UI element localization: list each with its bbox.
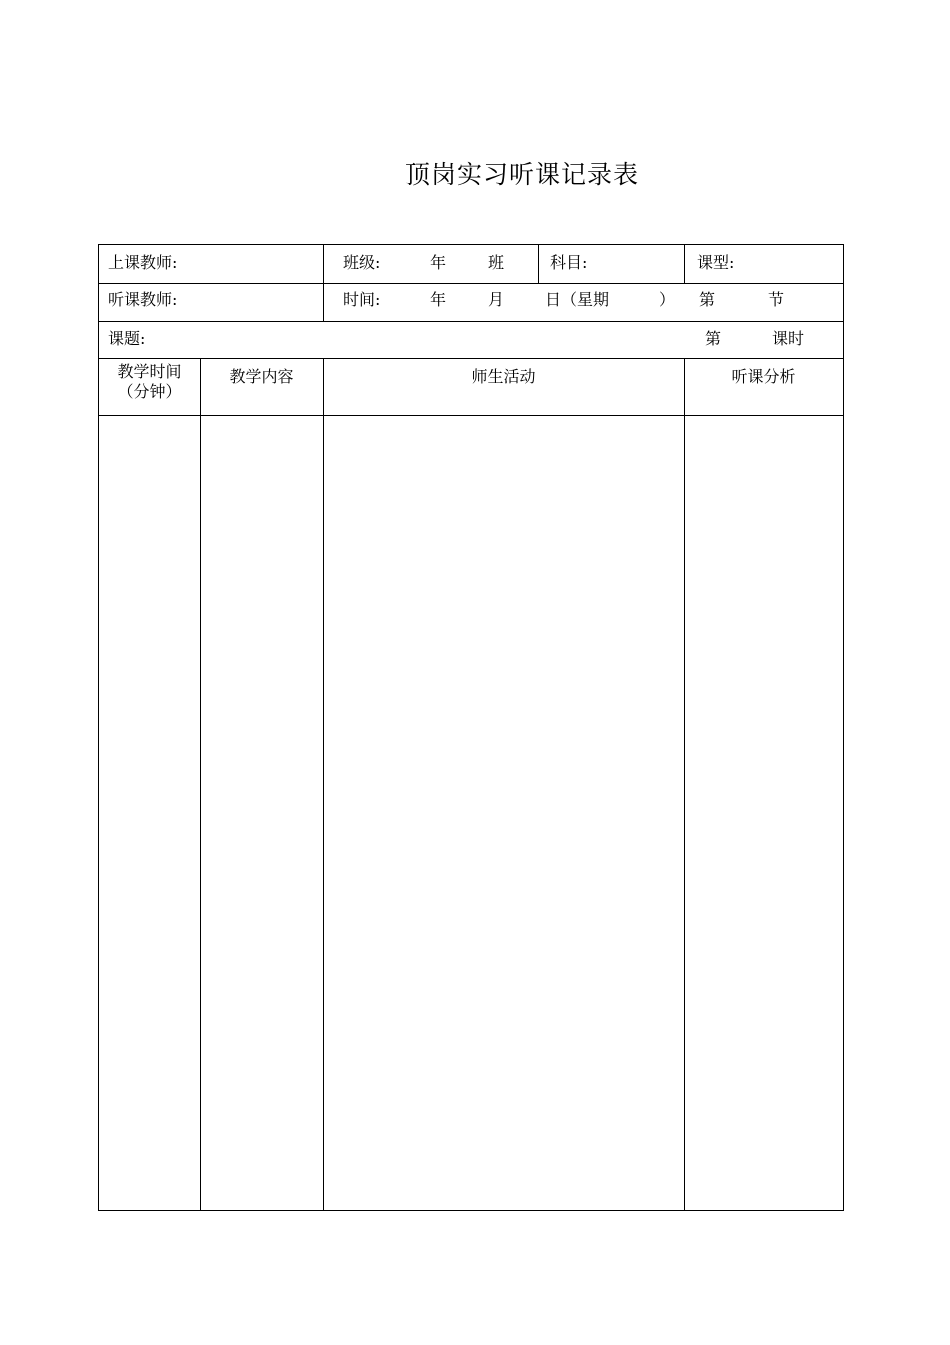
year-label: 年 [430, 290, 447, 309]
col-divider-time [200, 358, 201, 1210]
col-header-activity: 师生活动 [471, 367, 536, 386]
month-label: 月 [488, 290, 505, 309]
col-divider-class [538, 245, 539, 283]
close-paren-label: ） [659, 290, 676, 309]
row-divider-2 [99, 321, 843, 322]
form-title: 顶岗实习听课记录表 [404, 160, 639, 189]
col-header-analysis: 听课分析 [731, 367, 796, 386]
lesson-type-label: 课型: [697, 253, 735, 272]
col-divider-activity [684, 358, 685, 1210]
row-divider-4 [99, 415, 843, 416]
lesson-suffix-label: 课时 [772, 329, 805, 348]
class-unit-label: 班 [488, 253, 505, 272]
class-label: 班级: [343, 253, 381, 272]
topic-label: 课题: [108, 329, 146, 348]
period-suffix-label: 节 [768, 290, 785, 309]
col-header-time [99, 363, 200, 401]
row-divider-3 [99, 358, 843, 359]
observer-label: 听课教师: [108, 290, 178, 309]
observation-form-table [98, 244, 844, 1211]
row-divider-1 [99, 283, 843, 284]
time-label: 时间: [343, 290, 381, 309]
day-week-label: 日（星期 [545, 290, 610, 309]
col-header-time-line1: 教学时间 [117, 362, 182, 381]
col-divider-content [323, 358, 324, 1210]
period-prefix-label: 第 [699, 290, 716, 309]
col-divider-subject [684, 245, 685, 283]
col-header-content: 教学内容 [229, 367, 294, 386]
col-header-time-line2: （分钟） [117, 382, 182, 401]
teacher-label: 上课教师: [108, 253, 178, 272]
class-year-label: 年 [430, 253, 447, 272]
subject-label: 科目: [550, 253, 588, 272]
lesson-prefix-label: 第 [705, 329, 722, 348]
col-divider-teacher [323, 245, 324, 321]
